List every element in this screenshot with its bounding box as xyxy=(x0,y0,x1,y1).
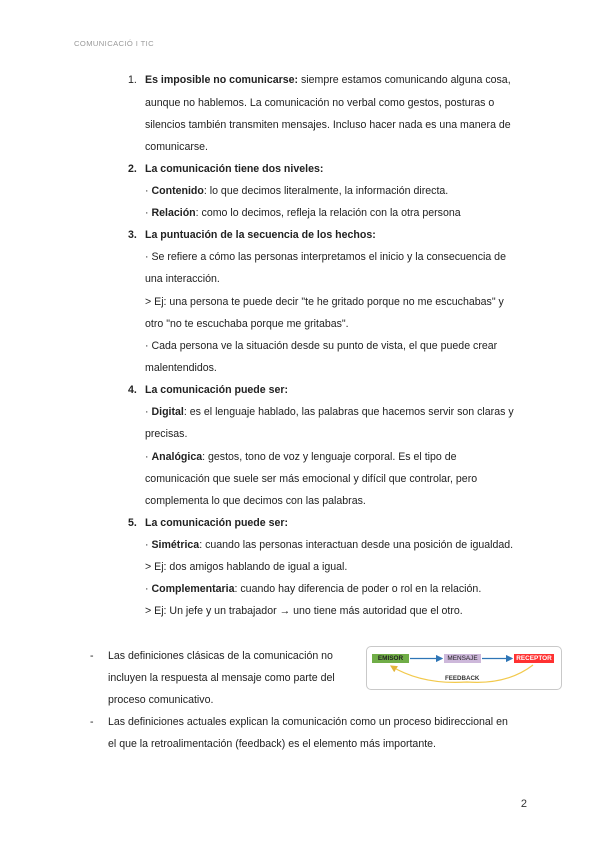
item-5-sub-2-text: : cuando hay diferencia de poder o rol en la relación. xyxy=(234,583,482,595)
running-header: COMUNICACIÓ I TIC xyxy=(74,39,155,48)
item-5-example-1: > Ej: dos amigos hablando de igual a igual. xyxy=(145,561,348,573)
item-number-5: 5. xyxy=(128,517,137,529)
item-3-title: La puntuación de la secuencia de los hechos: xyxy=(145,229,376,241)
item-1-title: Es imposible no comunicarse: xyxy=(145,74,299,86)
item-5-sub-1: · Simétrica: cuando las personas interactuan desde una posición de igualdad. xyxy=(145,539,514,551)
item-2-sub-1-label: Contenido xyxy=(151,185,204,197)
mensaje-box: MENSAJE xyxy=(444,654,481,663)
communication-diagram xyxy=(366,646,562,690)
item-3-line-4: otro "no te escuchaba porque me gritabas". xyxy=(145,318,349,330)
feedback-label: FEEDBACK xyxy=(445,675,480,682)
item-number-4: 4. xyxy=(128,384,137,396)
item-4-sub-2-line-2: comunicación que suele ser más emocional y difícil que controlar, pero xyxy=(145,473,478,485)
item-3-line-6: malentendidos. xyxy=(145,362,217,374)
item-5-sub-2: · Complementaria: cuando hay diferencia de poder o rol en la relación. xyxy=(145,583,482,595)
item-2-sub-2-text: : como lo decimos, refleja la relación con la otra persona xyxy=(195,207,461,219)
item-1-line-3: silencios también transmiten mensajes. Incluso hacer nada es una manera de xyxy=(145,119,511,131)
emisor-box: EMISOR xyxy=(372,654,409,663)
item-3-line-3: > Ej: una persona te puede decir "te he gritado porque no me escuchabas" y xyxy=(145,296,504,308)
item-5-sub-2-label: Complementaria xyxy=(151,583,235,595)
item-5-sub-1-text: : cuando las personas interactuan desde una posición de igualdad. xyxy=(199,539,514,551)
receptor-box: RECEPTOR xyxy=(514,654,554,663)
item-3-line-5: · Cada persona ve la situación desde su punto de vista, el que puede crear xyxy=(145,340,498,352)
item-4-sub-2-line-3: complementa lo que decimos con las palabras. xyxy=(145,495,366,507)
item-4-sub-1-line-2: precisas. xyxy=(145,428,188,440)
item-1-line-1 xyxy=(145,73,511,87)
item-2-sub-2-label: Relación xyxy=(151,207,196,219)
item-number-2: 2. xyxy=(128,163,137,175)
item-2-sub-1-text: : lo que decimos literalmente, la información directa. xyxy=(203,185,449,197)
item-4-title: La comunicación puede ser: xyxy=(145,384,289,396)
item-5-example-2: > Ej: Un jefe y un trabajador → uno tiene más autoridad que el otro. xyxy=(145,605,463,617)
item-2-sub-1: · Contenido: lo que decimos literalmente, la información directa. xyxy=(145,185,449,197)
page-number: 2 xyxy=(520,798,527,810)
item-4-sub-2-text: : gestos, tono de voz y lenguaje corporal. Es el tipo de xyxy=(202,451,457,463)
item-3-line-1: · Se refiere a cómo las personas interpretamos el inicio y la consecuencia de xyxy=(145,251,506,263)
item-4-sub-1-label: Digital xyxy=(151,406,184,418)
item-1-line-2: aunque no hablemos. La comunicación no verbal como gestos, posturas o xyxy=(145,97,495,109)
item-number-1: 1. xyxy=(128,74,137,86)
bullet-1-line-1: Las definiciones clásicas de la comunicación no xyxy=(108,650,333,662)
item-4-sub-2-label: Analógica xyxy=(151,451,203,463)
bullet-1-line-3: proceso comunicativo. xyxy=(108,694,214,706)
item-5-title: La comunicación puede ser: xyxy=(145,517,289,529)
item-1-line-4: comunicarse. xyxy=(145,141,208,153)
item-4-sub-2: · Analógica: gestos, tono de voz y lenguaje corporal. Es el tipo de xyxy=(145,451,457,463)
item-2-sub-2: · Relación: como lo decimos, refleja la relación con la otra persona xyxy=(145,207,461,219)
bullet-1-line-2: incluyen la respuesta al mensaje como parte del xyxy=(108,672,335,684)
item-4-sub-1: · Digital: es el lenguaje hablado, las palabras que hacemos servir son claras y xyxy=(145,406,514,418)
item-5-sub-1-label: Simétrica xyxy=(151,539,200,551)
item-2-title: La comunicación tiene dos niveles: xyxy=(145,163,324,175)
item-1-text: siempre estamos comunicando alguna cosa, xyxy=(298,74,511,86)
bullet-2-line-2: el que la retroalimentación (feedback) es el elemento más importante. xyxy=(108,738,436,750)
bullet-2-line-1: Las definiciones actuales explican la comunicación como un proceso bidireccional en xyxy=(108,716,508,728)
item-4-sub-1-text: : es el lenguaje hablado, las palabras que hacemos servir son claras y xyxy=(183,406,514,418)
item-3-line-2: una interacción. xyxy=(145,273,220,285)
bullet-marker-2: - xyxy=(90,716,94,728)
item-number-3: 3. xyxy=(128,229,137,241)
bullet-marker-1: - xyxy=(90,650,94,662)
